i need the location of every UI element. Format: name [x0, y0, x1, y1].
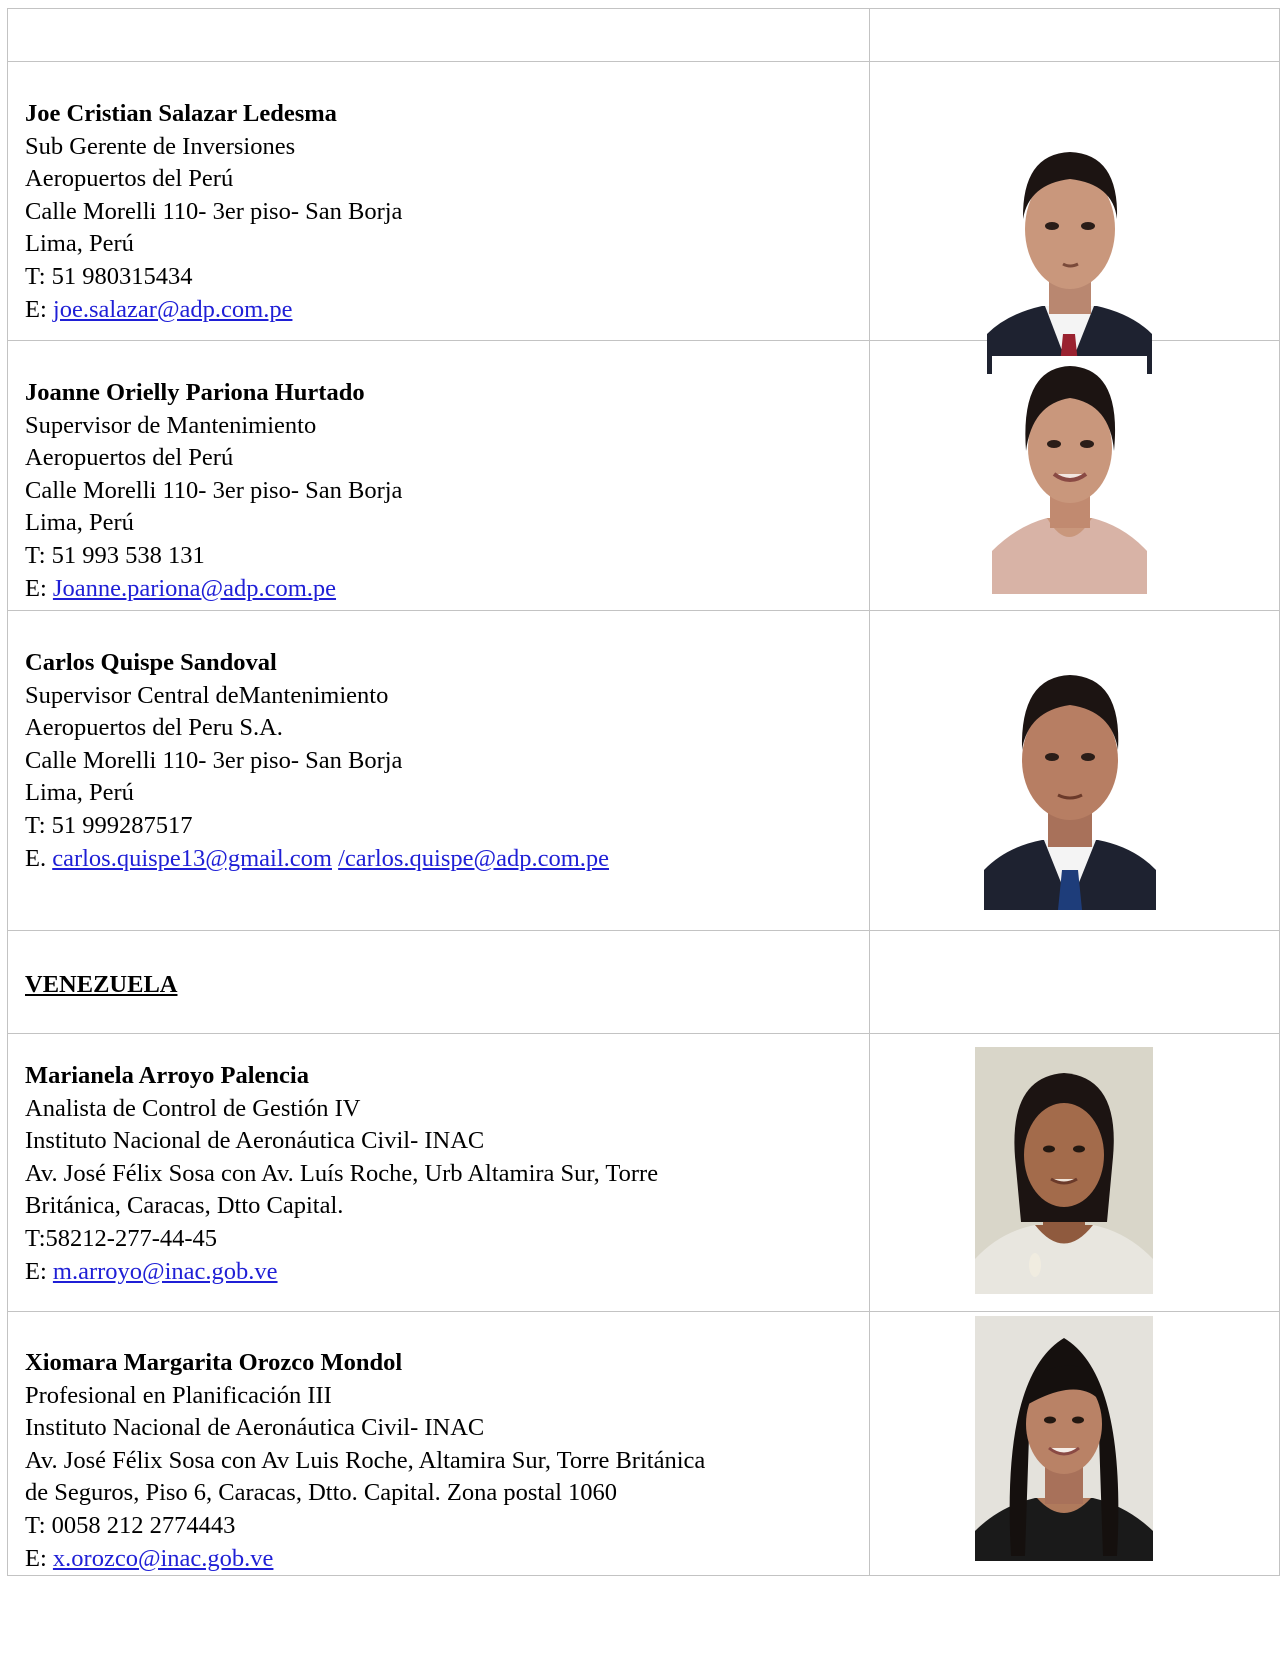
contact-address: Av. José Félix Sosa con Av. Luís Roche, Urb Altamira Sur, Torre [25, 1159, 659, 1187]
contact-phone: T: 51 993 538 131 [25, 541, 205, 569]
contact-phone: T: 51 980315434 [25, 262, 193, 290]
email-link[interactable]: Joanne.pariona@adp.com.pe [52, 574, 337, 602]
contact-address: Calle Morelli 110- 3er piso- San Borja [25, 746, 403, 774]
header-cell-left [8, 9, 870, 62]
contact-name: Marianela Arroyo Palencia [25, 1062, 309, 1089]
contact-address: Calle Morelli 110- 3er piso- San Borja [25, 476, 403, 504]
contact-row [8, 341, 1280, 611]
email-link[interactable]: joe.salazar@adp.com.pe [52, 295, 293, 323]
contact-row [8, 1312, 1280, 1576]
email-link[interactable]: carlos.quispe13@gmail.com [52, 844, 332, 872]
contact-email-line [25, 1543, 869, 1576]
contact-phone: T: 0058 212 2774443 [25, 1511, 236, 1539]
contact-title: Supervisor de Mantenimiento [25, 411, 317, 439]
contact-photo [975, 1316, 1153, 1561]
section-cell [8, 931, 870, 1034]
section-cell-right [870, 931, 1280, 1034]
email-prefix: E: [25, 1544, 53, 1572]
contact-org: Instituto Nacional de Aeronáutica Civil- INAC [25, 1127, 485, 1155]
contacts-table [7, 8, 1280, 1576]
contact-address: Calle Morelli 110- 3er piso- San Borja [25, 197, 403, 225]
contact-photo-cell [870, 341, 1280, 611]
email-prefix: E: [25, 295, 53, 323]
contact-photo [975, 1047, 1153, 1294]
contact-address: Británica, Caracas, Dtto Capital. [25, 1192, 344, 1220]
header-row [8, 9, 1280, 62]
contact-row [8, 1034, 1280, 1312]
contact-row [8, 62, 1280, 341]
contact-photo-cell [870, 1312, 1280, 1576]
contact-city: Lima, Perú [25, 509, 134, 537]
contact-name: Carlos Quispe Sandoval [25, 649, 277, 676]
contact-phone: T:58212-277-44-45 [25, 1224, 218, 1252]
contact-phone: T: 51 999287517 [25, 811, 193, 839]
contact-row [8, 611, 1280, 931]
contact-info-cell [8, 1034, 870, 1312]
contact-email-line [25, 1256, 869, 1289]
contact-title: Profesional en Planificación III [25, 1381, 332, 1409]
contact-org: Instituto Nacional de Aeronáutica Civil- INAC [25, 1414, 485, 1442]
email-prefix: E. [25, 844, 53, 872]
contact-photo [984, 655, 1156, 910]
contact-name: Joe Cristian Salazar Ledesma [25, 100, 337, 127]
contact-address: Av. José Félix Sosa con Av Luis Roche, Altamira Sur, Torre Británica [25, 1446, 706, 1474]
contact-info-cell [8, 341, 870, 611]
contact-org: Aeropuertos del Peru S.A. [25, 714, 283, 742]
contact-title: Supervisor Central deMantenimiento [25, 681, 389, 709]
header-cell-right [870, 9, 1280, 62]
contact-city: Lima, Perú [25, 230, 134, 258]
country-heading: VENEZUELA [25, 971, 178, 998]
contact-info-cell [8, 1312, 870, 1576]
contact-info-cell [8, 62, 870, 341]
contact-email-line [25, 843, 869, 876]
email-link[interactable]: m.arroyo@inac.gob.ve [52, 1257, 278, 1285]
contact-name: Joanne Orielly Pariona Hurtado [25, 379, 365, 406]
contact-address: de Seguros, Piso 6, Caracas, Dtto. Capital. Zona postal 1060 [25, 1479, 617, 1507]
email-link[interactable]: x.orozco@inac.gob.ve [52, 1544, 274, 1572]
email-link-secondary[interactable]: /carlos.quispe@adp.com.pe [338, 844, 609, 872]
contact-photo-cell [870, 611, 1280, 931]
contact-photo [992, 356, 1147, 594]
section-row [8, 931, 1280, 1034]
contact-photo-cell [870, 62, 1280, 341]
contact-org: Aeropuertos del Perú [25, 165, 234, 193]
contact-org: Aeropuertos del Perú [25, 444, 234, 472]
contact-info-cell [8, 611, 870, 931]
email-prefix: E: [25, 574, 53, 602]
email-prefix: E: [25, 1257, 53, 1285]
contact-title: Sub Gerente de Inversiones [25, 132, 296, 160]
contact-photo-cell [870, 1034, 1280, 1312]
contact-email-line [25, 294, 869, 327]
contact-email-line [25, 573, 869, 606]
contact-city: Lima, Perú [25, 779, 134, 807]
contact-title: Analista de Control de Gestión IV [25, 1094, 361, 1122]
contact-name: Xiomara Margarita Orozco Mondol [25, 1349, 403, 1376]
contact-photo [987, 134, 1152, 374]
